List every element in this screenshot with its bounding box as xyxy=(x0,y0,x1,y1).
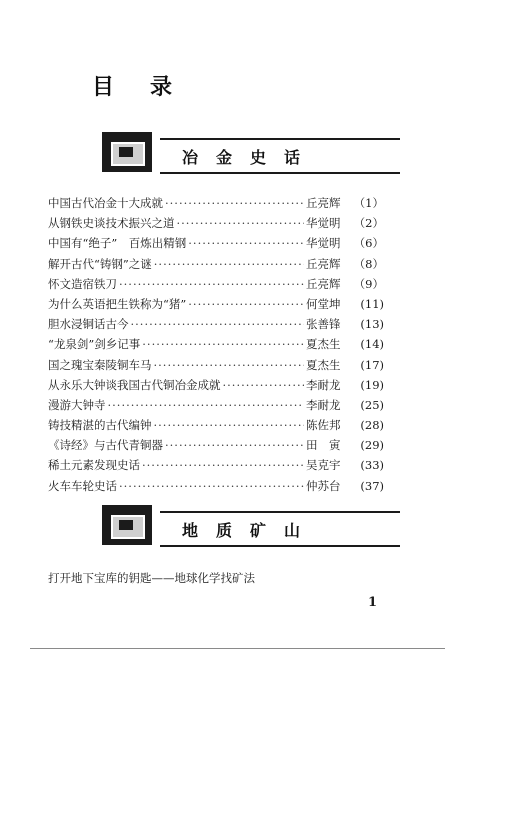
toc-leader-dots xyxy=(142,455,304,475)
toc-leader-dots xyxy=(154,415,305,435)
toc-entry-author: 仲苏台 xyxy=(306,478,341,493)
toc-entry-author: 李耐龙 xyxy=(306,377,341,392)
toc-entry-title: 火车车轮史话 xyxy=(48,478,117,493)
toc-entry[interactable] xyxy=(48,476,384,496)
toc-leader-dots xyxy=(177,213,305,233)
section-header-metallurgy xyxy=(102,132,402,182)
toc-entry[interactable] xyxy=(48,294,384,314)
toc-entry[interactable] xyxy=(48,375,384,395)
toc-entry-author: 陈佐邦 xyxy=(306,418,341,433)
toc-entry-page: （2） xyxy=(353,216,384,231)
toc-entry-title: 《诗经》与古代青铜器 xyxy=(48,438,163,453)
toc-entry-title: 稀土元素发现史话 xyxy=(48,458,140,473)
toc-leader-dots xyxy=(165,435,304,455)
table-of-contents xyxy=(48,193,384,496)
toc-entry-page: （1） xyxy=(353,196,384,210)
toc-leader-dots xyxy=(119,274,304,294)
toc-leader-dots xyxy=(165,193,304,213)
toc-entry-page: （9） xyxy=(353,276,384,291)
toc-entry-page: （6） xyxy=(353,236,384,251)
toc-leader-dots xyxy=(108,395,305,415)
toc-entry-author: 丘亮辉 xyxy=(306,256,341,271)
toc-entry-title: 中国古代冶金十大成就 xyxy=(48,196,163,210)
toc-entry-author: 夏杰生 xyxy=(306,337,341,352)
toc-entry-page: （8） xyxy=(353,256,384,271)
toc-entry-page: (33) xyxy=(360,458,384,473)
toc-entry[interactable] xyxy=(48,355,384,375)
toc-entry-page: (29) xyxy=(360,438,384,453)
toc-entry-title: 从钢铁史谈技术振兴之道 xyxy=(48,216,175,231)
toc-entry-title: 为什么英语把生铁称为“猪” xyxy=(48,296,187,311)
section-header-geology xyxy=(102,505,402,555)
toc-entry-author: 华觉明 xyxy=(306,236,341,251)
toc-entry-title: 中国有“绝子” 百炼出精钢 xyxy=(48,236,187,251)
toc-entry-title[interactable]: 打开地下宝库的钥匙——地球化学找矿法 xyxy=(48,571,255,585)
toc-entry-author: 丘亮辉 xyxy=(306,276,341,291)
section-title-frame xyxy=(160,511,400,547)
page-number: 1 xyxy=(368,595,378,610)
toc-entry-title: 铸技精湛的古代编钟 xyxy=(48,418,152,433)
toc-entry[interactable] xyxy=(48,334,384,354)
toc-entry-title: 胆水浸铜话古今 xyxy=(48,317,129,332)
toc-entry-title: 漫游大钟寺 xyxy=(48,397,106,412)
toc-leader-dots xyxy=(188,294,304,314)
toc-entry-author: 何堂坤 xyxy=(306,296,341,311)
toc-leader-dots xyxy=(119,476,304,496)
toc-entry-page: (14) xyxy=(360,337,384,352)
toc-leader-dots xyxy=(154,355,305,375)
toc-leader-dots xyxy=(131,314,305,334)
toc-entry[interactable] xyxy=(48,455,384,475)
toc-entry-author: 吴克宇 xyxy=(306,458,341,473)
toc-entry[interactable] xyxy=(48,395,384,415)
toc-entry-author: 李耐龙 xyxy=(306,397,341,412)
toc-entry[interactable] xyxy=(48,233,384,253)
toc-entry[interactable] xyxy=(48,254,384,274)
toc-entry[interactable] xyxy=(48,193,384,213)
toc-leader-dots xyxy=(142,334,304,354)
toc-entry[interactable] xyxy=(48,213,384,233)
toc-entry-author: 张善锋 xyxy=(306,317,341,332)
toc-entry-title: 解开古代“铸钢”之谜 xyxy=(48,256,152,271)
section-title-frame xyxy=(160,138,400,174)
toc-entry-title: 从永乐大钟谈我国古代铜冶金成就 xyxy=(48,377,221,392)
toc-entry[interactable] xyxy=(48,274,384,294)
page-divider xyxy=(30,648,445,649)
toc-entry-page: (11) xyxy=(360,296,384,311)
toc-entry[interactable] xyxy=(48,435,384,455)
toc-entry-author: 华觉明 xyxy=(306,216,341,231)
toc-entry[interactable] xyxy=(48,314,384,334)
toc-leader-dots xyxy=(188,233,304,253)
toc-entry-page: (17) xyxy=(360,357,384,372)
toc-entry-title: 怀文造宿铁刀 xyxy=(48,276,117,291)
toc-entry[interactable] xyxy=(48,415,384,435)
toc-leader-dots xyxy=(154,254,304,274)
toc-entry-title: “龙泉剑”剑乡记事 xyxy=(48,337,141,352)
toc-leader-dots xyxy=(223,375,305,395)
toc-entry-page: (37) xyxy=(360,478,384,493)
section-illustration-icon xyxy=(102,505,152,545)
toc-entry-author: 丘亮辉 xyxy=(306,196,341,210)
toc-entry-author: 夏杰生 xyxy=(306,357,341,372)
page-title: 目录 xyxy=(92,75,209,100)
toc-entry-page: (13) xyxy=(360,317,384,332)
toc-entry-page: (25) xyxy=(360,397,384,412)
section-illustration-icon xyxy=(102,132,152,172)
toc-entry-title: 国之瑰宝秦陵铜车马 xyxy=(48,357,152,372)
section-title: 冶金史话 xyxy=(182,148,319,167)
toc-entry-page: (28) xyxy=(360,418,384,433)
toc-entry-author: 田 寅 xyxy=(306,438,341,453)
toc-entry-page: (19) xyxy=(360,377,384,392)
section-title: 地质矿山 xyxy=(182,521,319,540)
